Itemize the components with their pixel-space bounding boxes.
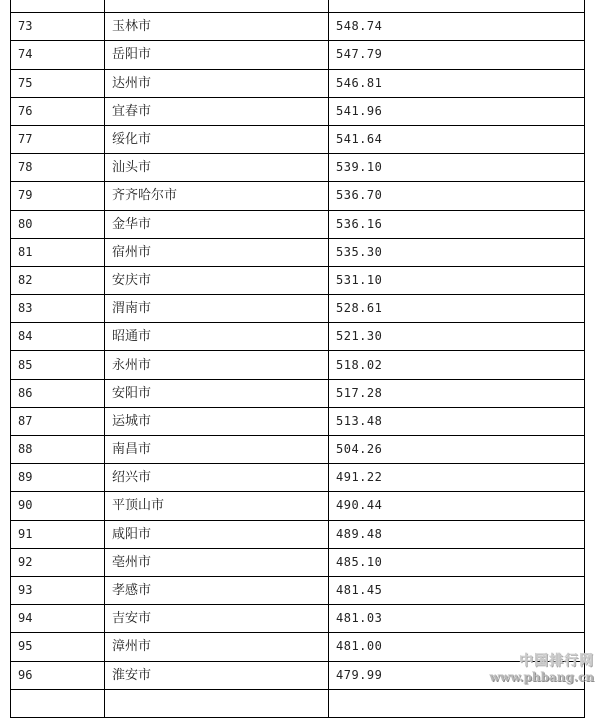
table-row [11, 633, 585, 661]
table-row [11, 464, 585, 492]
city-cell: 孝感市 [105, 576, 329, 604]
table-row [11, 210, 585, 238]
rank-cell [11, 689, 105, 717]
table-row [11, 182, 585, 210]
city-cell: 齐齐哈尔市 [105, 182, 329, 210]
value-cell: 528.61 [329, 295, 585, 323]
city-cell: 汕头市 [105, 154, 329, 182]
value-cell: 517.28 [329, 379, 585, 407]
rank-cell: 90 [11, 492, 105, 520]
rank-cell: 93 [11, 576, 105, 604]
value-cell [329, 0, 585, 13]
city-cell: 平顶山市 [105, 492, 329, 520]
city-cell: 昭通市 [105, 323, 329, 351]
table-row [11, 548, 585, 576]
value-cell: 481.00 [329, 633, 585, 661]
rank-cell: 85 [11, 351, 105, 379]
city-cell [105, 689, 329, 717]
table-row [11, 125, 585, 153]
city-cell: 宜春市 [105, 97, 329, 125]
city-cell: 亳州市 [105, 548, 329, 576]
rank-cell: 92 [11, 548, 105, 576]
rank-cell: 89 [11, 464, 105, 492]
table-row [11, 351, 585, 379]
value-cell: 536.70 [329, 182, 585, 210]
value-cell: 489.48 [329, 520, 585, 548]
table-row [11, 295, 585, 323]
city-cell: 宿州市 [105, 238, 329, 266]
value-cell: 541.96 [329, 97, 585, 125]
city-ranking-table [10, 0, 585, 718]
city-cell: 运城市 [105, 407, 329, 435]
rank-cell: 83 [11, 295, 105, 323]
table-row [11, 13, 585, 41]
watermark-site-name: 中国排行网 [519, 653, 594, 669]
value-cell: 481.45 [329, 576, 585, 604]
rank-cell: 77 [11, 125, 105, 153]
value-cell: 481.03 [329, 605, 585, 633]
table-row [11, 492, 585, 520]
city-cell: 绍兴市 [105, 464, 329, 492]
city-cell: 吉安市 [105, 605, 329, 633]
rank-cell: 88 [11, 436, 105, 464]
rank-cell: 96 [11, 661, 105, 689]
city-cell: 淮安市 [105, 661, 329, 689]
rank-cell: 94 [11, 605, 105, 633]
value-cell: 535.30 [329, 238, 585, 266]
city-cell: 咸阳市 [105, 520, 329, 548]
ranking-table-container [10, 0, 584, 718]
rank-cell: 78 [11, 154, 105, 182]
city-cell: 安庆市 [105, 266, 329, 294]
table-row [11, 238, 585, 266]
rank-cell: 73 [11, 13, 105, 41]
city-cell: 渭南市 [105, 295, 329, 323]
table-row [11, 154, 585, 182]
table-row [11, 407, 585, 435]
rank-cell: 95 [11, 633, 105, 661]
value-cell: 546.81 [329, 69, 585, 97]
rank-cell: 76 [11, 97, 105, 125]
city-cell [105, 0, 329, 13]
rank-cell: 91 [11, 520, 105, 548]
city-cell: 岳阳市 [105, 41, 329, 69]
value-cell: 541.64 [329, 125, 585, 153]
value-cell: 531.10 [329, 266, 585, 294]
rank-cell: 79 [11, 182, 105, 210]
table-row [11, 379, 585, 407]
table-row [11, 661, 585, 689]
rank-cell: 84 [11, 323, 105, 351]
table-row [11, 436, 585, 464]
rank-cell [11, 0, 105, 13]
city-cell: 达州市 [105, 69, 329, 97]
city-cell: 漳州市 [105, 633, 329, 661]
rank-cell: 82 [11, 266, 105, 294]
table-row [11, 689, 585, 717]
watermark-url: www.phbang.cn [489, 670, 594, 684]
table-body [11, 0, 585, 717]
value-cell [329, 689, 585, 717]
rank-cell: 80 [11, 210, 105, 238]
value-cell: 513.48 [329, 407, 585, 435]
table-row [11, 0, 585, 13]
value-cell: 490.44 [329, 492, 585, 520]
rank-cell: 87 [11, 407, 105, 435]
table-row [11, 576, 585, 604]
value-cell: 504.26 [329, 436, 585, 464]
table-row [11, 605, 585, 633]
city-cell: 玉林市 [105, 13, 329, 41]
value-cell: 539.10 [329, 154, 585, 182]
table-row [11, 266, 585, 294]
rank-cell: 75 [11, 69, 105, 97]
value-cell: 521.30 [329, 323, 585, 351]
table-row [11, 323, 585, 351]
rank-cell: 81 [11, 238, 105, 266]
value-cell: 547.79 [329, 41, 585, 69]
value-cell: 536.16 [329, 210, 585, 238]
value-cell: 479.99 [329, 661, 585, 689]
value-cell: 518.02 [329, 351, 585, 379]
city-cell: 安阳市 [105, 379, 329, 407]
table-row [11, 69, 585, 97]
value-cell: 548.74 [329, 13, 585, 41]
city-cell: 永州市 [105, 351, 329, 379]
city-cell: 南昌市 [105, 436, 329, 464]
city-cell: 绥化市 [105, 125, 329, 153]
value-cell: 491.22 [329, 464, 585, 492]
value-cell: 485.10 [329, 548, 585, 576]
city-cell: 金华市 [105, 210, 329, 238]
table-row [11, 520, 585, 548]
rank-cell: 86 [11, 379, 105, 407]
rank-cell: 74 [11, 41, 105, 69]
table-row [11, 41, 585, 69]
table-row [11, 97, 585, 125]
